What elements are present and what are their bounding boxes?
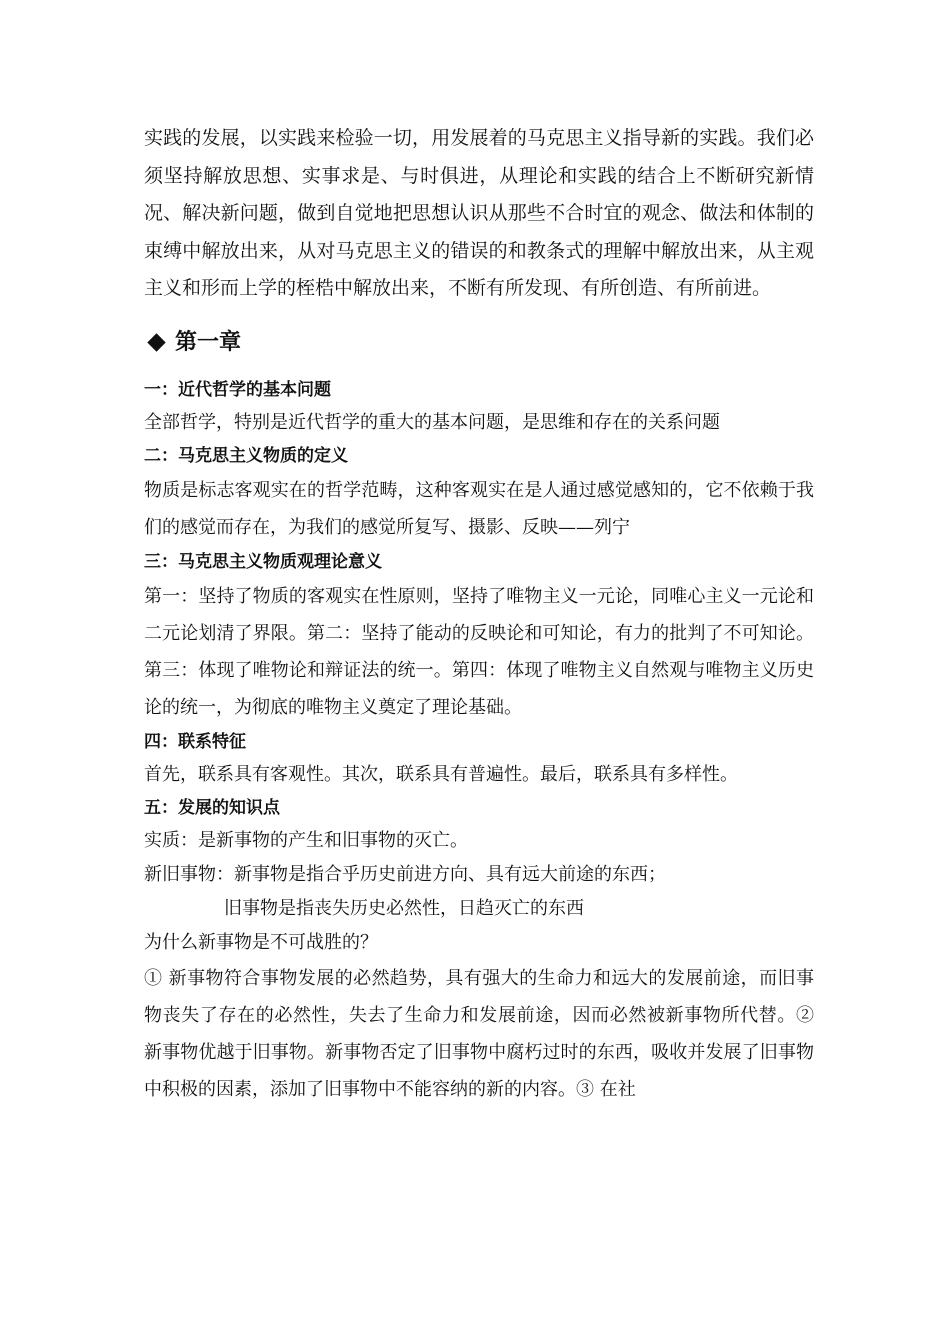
section-5-question: 为什么新事物是不可战胜的？ [144,931,378,953]
chapter-heading [144,328,814,358]
diamond-bullet-icon [147,333,165,351]
section-5-heading: 五：发展的知识点 [144,797,280,818]
section-5-old-definition: 旧事物是指丧失历史必然性，日趋灭亡的东西 [224,897,584,919]
section-4-body: 首先，联系具有客观性。其次，联系具有普遍性。最后，联系具有多样性。 [144,763,738,785]
document-content [144,120,814,1108]
section-1-body: 全部哲学，特别是近代哲学的重大的基本问题，是思维和存在的关系问题 [144,411,720,433]
section-1-heading: 一：近代哲学的基本问题 [144,379,331,400]
section-3-heading: 三：马克思主义物质观理论意义 [144,551,382,572]
section-2-heading: 二：马克思主义物质的定义 [144,445,348,466]
chapter-title: 第一章 [175,329,242,355]
section-4-heading: 四：联系特征 [144,731,246,752]
section-2-body: 物质是标志客观实在的哲学范畴，这种客观实在是人通过感觉感知的，它不依赖于我们的感觉而存在，为我们的感觉所复写、摄影、反映——列宁 [144,479,814,538]
section-3-body: 第一：坚持了物质的客观实在性原则，坚持了唯物主义一元论，同唯心主义一元论和二元论划清了界限。第二：坚持了能动的反映论和可知论，有力的批判了不可知论。第三：体现了唯物论和辩证法的统一。第四：体现了唯物主义自然观与唯物主义历史论的统一，为彻底的唯物主义奠定了理论基础。 [144,585,814,718]
intro-paragraph: 实践的发展，以实践来检验一切，用发展着的马克思主义指导新的实践。我们必须坚持解放思想、实事求是、与时俱进，从理论和实践的结合上不断研究新情况、解决新问题，做到自觉地把思想认识从那些不合时宜的观念、做法和体制的束缚中解放出来，从对马克思主义的错误的和教条式的理解中解放出来，从主观主义和形而上学的桎梏中解放出来，不断有所发现、有所创造、有所前进。 [144,127,814,299]
section-5-new-old: 新旧事物：新事物是指合乎历史前进方向、具有远大前途的东西； [144,863,666,885]
section-5-answer: ① 新事物符合事物发展的必然趋势，具有强大的生命力和远大的发展前途，而旧事物丧失了存在的必然性，失去了生命力和发展前途，因而必然被新事物所代替。② 新事物优越于旧事物。新事物否定了旧事物中腐朽过时的东西，吸收并发展了旧事物中积极的因素，添加了旧事物中不能容纳的新的内容。③ 在社 [144,967,814,1100]
section-5-essence: 实质：是新事物的产生和旧事物的灭亡。 [144,829,468,851]
